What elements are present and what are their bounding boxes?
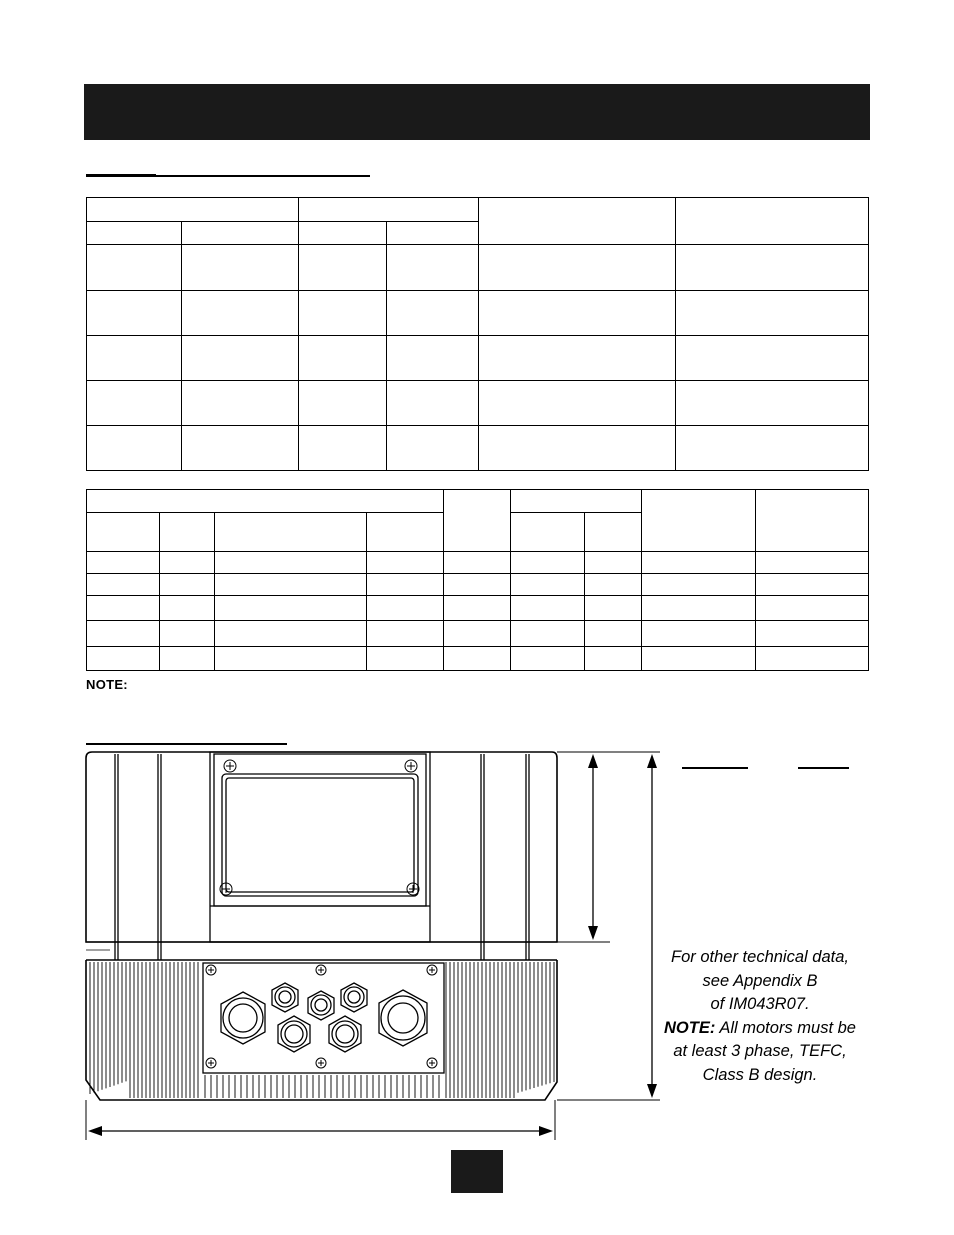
table-note-label: NOTE: [86, 677, 128, 692]
note-line-4 [660, 1017, 860, 1041]
technical-data-note [660, 946, 860, 1087]
page-number-box [451, 1150, 503, 1193]
note-line-4-text: All motors must be [719, 1018, 856, 1037]
note-line-1: For other technical data, [671, 948, 849, 966]
note-line-2: see Appendix B [702, 971, 818, 990]
note-line-3: of IM043R07. [710, 995, 810, 1013]
note-line-6: Class B design. [702, 1065, 818, 1084]
legend-line-2 [798, 767, 849, 769]
note-line-5: at least 3 phase, TEFC, [673, 1042, 847, 1060]
note-prefix: NOTE: [664, 1018, 716, 1037]
legend-line-1 [682, 767, 748, 769]
